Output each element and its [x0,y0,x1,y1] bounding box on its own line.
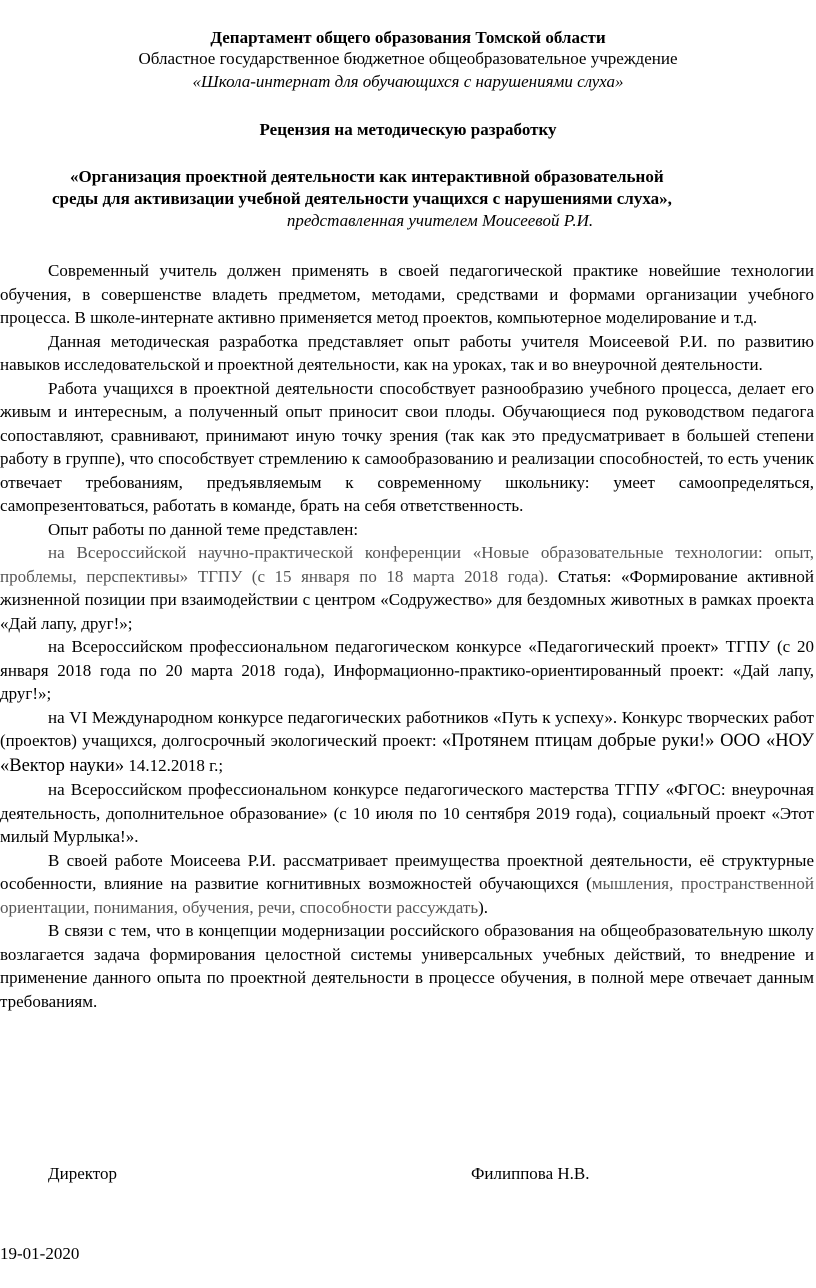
school-name: «Школа-интернат для обучающихся с нарушениями слуха» [192,72,624,91]
paragraph-9 [0,849,814,920]
paragraph-9-end: ). [478,897,488,917]
paragraph-2: Данная методическая разработка представляет опыт работы учителя Моисеевой Р.И. по развитию навыков исследовательской и проектной деятельности, как на уроках, так и во внеурочной деятельности. [0,331,814,374]
signature-name: Филиппова Н.В. [471,1164,590,1183]
paragraph-6: на Всероссийском профессиональном педагогическом конкурсе «Педагогический проект» ТГПУ (с 20 января 2018 года по 20 марта 2018 года), Информационно-практико-ориентированный проект: «Дай лапу, друг!»; [0,637,814,703]
paragraph-1: Современный учитель должен применять в своей педагогической практике новейшие технологии обучения, в совершенстве владеть предметом, методами, средствами и формами организации учебного процесса. В школе-интернате активно применяется метод проектов, компьютерное моделирование и т.д. [0,261,814,327]
paragraph-9-intro: В своей работе Моисеева Р.И. рассматривает преимущества проектной деятельности, её структурные особенности, влияние на развитие когнитивных возможностей обучающихся ( [0,850,814,893]
paragraph-7 [0,706,814,779]
signature-position: Директор [48,1164,117,1183]
work-title-line2: среды для активизации учебной деятельности учащихся с нарушениями слуха», [52,189,672,208]
review-title: Рецензия на методическую разработку [259,120,557,139]
paragraph-4: Опыт работы по данной теме представлен: [48,519,359,539]
paragraph-5-conference: на Всероссийской научно-практической конференции «Новые образовательные технологии: опыт, проблемы, перспективы» ТГПУ (с 15 января по 18 марта 2018 года). [0,543,814,586]
paragraph-5-article: Статья: «Формирование активной жизненной позиции при взаимодействии с центром «Содружество» для бездомных животных в рамках проекта «Дай лапу, друг!»; [0,566,814,633]
paragraph-5 [0,541,814,635]
organization-name: Областное государственное бюджетное общеобразовательное учреждение [138,49,678,68]
paragraph-7-intro: на VI Международном конкурсе педагогических работников «Путь к успеху». Конкурс творческих работ (проектов) учащихся, долгосрочный экологический проект: [0,707,814,750]
work-title-line1: «Организация проектной деятельности как интерактивной образовательной [70,167,664,186]
presented-by: представленная учителем Моисеевой Р.И. [286,211,594,230]
department-heading: Департамент общего образования Томской области [210,28,606,47]
review-body [0,259,814,1013]
document-date: 19-01-2020 [0,1244,80,1263]
work-title [52,166,790,210]
paragraph-3: Работа учащихся в проектной деятельности способствует разнообразию учебного процесса, делает его живым и интересным, а полученный опыт приносит свои плоды. Обучающиеся под руководством педагога сопоставляют, сравнивают, принимают иную точку зрения (так как это предусматривает в большей степени работу в группе), что способствует стремлению к самообразованию и реализации способностей, то есть ученик отвечает требованиям, предъявляемым к современному школьнику: умеет самоопределяться, самопрезентоваться, работать в команде, брать на себя ответственность. [0,378,814,515]
paragraph-7-date: 14.12.2018 г.; [124,755,224,775]
paragraph-8: на Всероссийском профессиональном конкурсе педагогического мастерства ТГПУ «ФГОС: внеурочная деятельность, дополнительное образование» (с 10 июля по 10 сентября 2019 года), социальный проект «Этот милый Мурлыка!». [0,780,814,846]
paragraph-10: В связи с тем, что в концепции модернизации российского образования на общеобразовательную школу возлагается задача формирования целостной системы универсальных учебных действий, то внедрение и применение данного опыта по проектной деятельности в процессе обучения, в полной мере отвечает данным требованиям. [0,921,814,1011]
paragraph-7-project: «Протянем птицам добрые руки!» ООО «НОУ «Вектор науки» [0,731,814,776]
paragraph-9-list: мышления, пространственной ориентации, понимания, обучения, речи, способности рассуждать [0,874,814,917]
